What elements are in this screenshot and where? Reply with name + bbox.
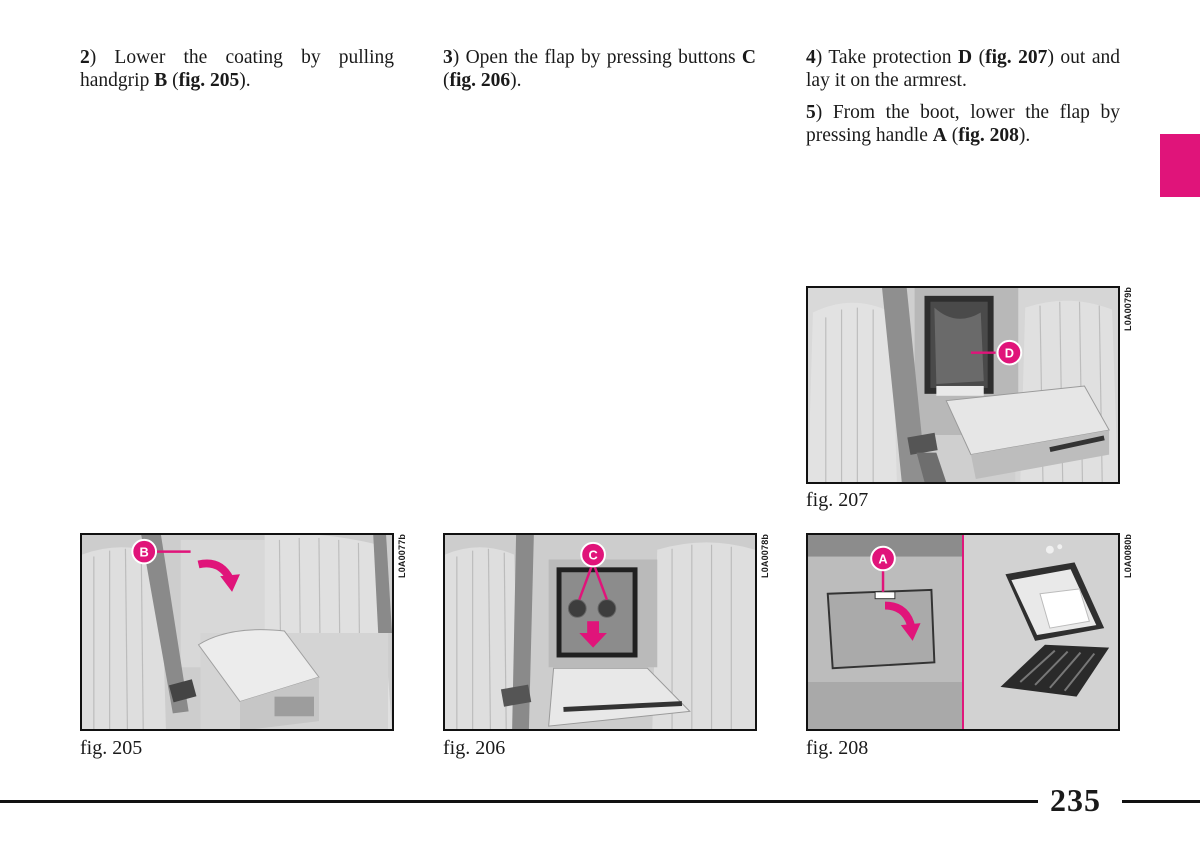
step-number: 4	[806, 47, 816, 68]
figure-207-photo	[806, 286, 1120, 484]
ref-letter: B	[154, 70, 168, 91]
ref-letter: A	[932, 125, 947, 146]
figure-206-photo	[443, 533, 757, 731]
image-code: L0A0077b	[397, 533, 407, 578]
image-code: L0A0079b	[1123, 286, 1133, 331]
figure-caption: fig. 208	[806, 737, 869, 759]
step-3-paragraph: 3) Open the flap by pressing buttons C (fig. 206).	[443, 47, 756, 91]
ref-letter: C	[741, 47, 756, 68]
image-code: L0A0080b	[1123, 533, 1133, 578]
figure-reference: fig. 206	[449, 70, 511, 91]
figure-caption: fig. 206	[443, 737, 506, 759]
section-tab	[1160, 134, 1200, 197]
figure-caption: fig. 205	[80, 737, 143, 759]
image-code: L0A0078b	[760, 533, 770, 578]
callout-b: B	[139, 544, 149, 560]
ref-letter: D	[958, 47, 973, 68]
boot-flap-illustration	[808, 535, 1118, 729]
figure-caption: fig. 207	[806, 489, 869, 511]
figure-205-photo	[80, 533, 394, 731]
callout-d: D	[1004, 345, 1015, 361]
footer-rule-right	[1122, 800, 1200, 803]
armrest-protection-illustration	[808, 288, 1118, 482]
step-number: 5	[806, 102, 816, 123]
step-5-paragraph: 5) From the boot, lower the flap by pressing handle A (fig. 208).	[806, 102, 1120, 146]
step-number: 3	[443, 47, 453, 68]
callout-a: A	[878, 551, 888, 567]
flap-buttons-illustration	[445, 535, 755, 729]
figure-208-photo	[806, 533, 1120, 731]
callout-c: C	[588, 547, 598, 563]
figure-reference: fig. 205	[178, 70, 240, 91]
footer-rule-left	[0, 800, 1038, 803]
armrest-handgrip-illustration	[82, 535, 392, 729]
step-4-paragraph: 4) Take protection D (fig. 207) out and lay it on the armrest.	[806, 47, 1120, 91]
figure-reference: fig. 208	[958, 125, 1019, 146]
step-number: 2	[80, 47, 90, 68]
page-number: 235	[1050, 782, 1101, 818]
figure-reference: fig. 207	[985, 47, 1048, 68]
step-2-paragraph: 2) Lower the coating by pulling handgrip B (fig. 205).	[80, 47, 394, 91]
